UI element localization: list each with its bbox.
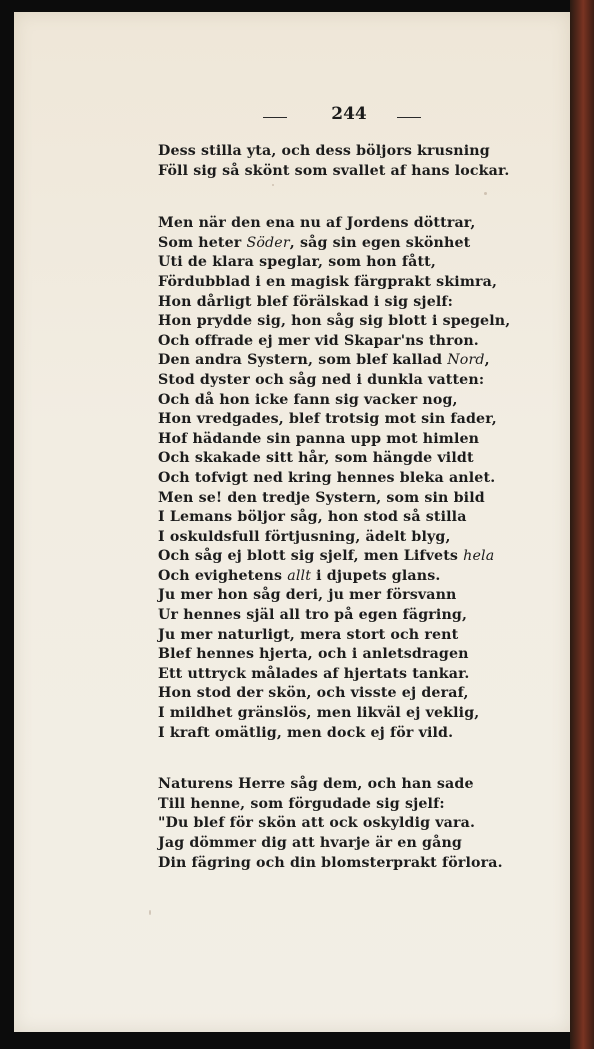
poem-line: Ju mer naturligt, mera stort och rent (158, 626, 459, 643)
poem-text (158, 142, 558, 873)
poem-line: Den andra Systern, som blef kallad Nord, (158, 352, 490, 369)
italic-word: Nord (447, 352, 485, 369)
poem-line: Men se! den tredje Systern, som sin bild (158, 489, 485, 506)
poem-line: I kraft omätlig, men dock ej för vild. (158, 724, 454, 741)
page-header (14, 104, 570, 130)
poem-line: Jag dömmer dig att hvarje är en gång (158, 835, 462, 851)
book-page (14, 12, 570, 1032)
poem-line: Fördubblad i en magisk färgprakt skimra, (158, 273, 498, 290)
poem-line: Hon dårligt blef förälskad i sig sjelf: (158, 293, 454, 310)
poem-line: I mildhet gränslös, men likväl ej veklig, (158, 705, 480, 722)
stanza-break (158, 181, 558, 214)
header-dash-left (263, 117, 287, 118)
stanza-break (158, 743, 558, 775)
poem-line: Till henne, som förgudade sig sjelf: (158, 795, 445, 812)
poem-line: Ur hennes själ all tro på egen fägring, (158, 607, 468, 624)
poem-line: Hon prydde sig, hon såg sig blott i spegeln, (158, 313, 511, 330)
header-dash-right (397, 117, 421, 118)
page-number: 244 (331, 104, 367, 124)
poem-line: Blef hennes hjerta, och i anletsdragen (158, 646, 469, 663)
stanza (158, 775, 558, 873)
poem-line: Föll sig så skönt som svallet af hans lockar. (158, 162, 510, 179)
stanza (158, 214, 558, 743)
poem-line: Dess stilla yta, och dess böljors krusning (158, 143, 490, 159)
poem-line: Och tofvigt ned kring hennes bleka anlet. (158, 469, 496, 486)
paper-speck (149, 910, 151, 915)
poem-line: Och skakade sitt hår, som hängde vildt (158, 450, 474, 467)
poem-line: Och evighetens allt i djupets glans. (158, 567, 441, 584)
poem-line: Och offrade ej mer vid Skapar'ns thron. (158, 332, 479, 349)
poem-line: Hon vredgades, blef trotsig mot sin fader, (158, 411, 497, 428)
poem-line: Din fägring och din blomsterprakt förlora. (158, 854, 503, 871)
poem-line: Och såg ej blott sig sjelf, men Lifvets hela (158, 548, 495, 565)
italic-word: allt (287, 567, 312, 584)
italic-word: hela (463, 548, 495, 565)
poem-line: Som heter Söder, såg sin egen skönhet (158, 234, 471, 251)
poem-line: Uti de klara speglar, som hon fått, (158, 254, 436, 271)
poem-line: Ju mer hon såg deri, ju mer försvann (158, 587, 457, 604)
poem-line: I Lemans böljor såg, hon stod så stilla (158, 509, 467, 526)
poem-line: Ett uttryck målades af hjertats tankar. (158, 665, 470, 682)
poem-line: "Du blef för skön att ock oskyldig vara. (158, 815, 476, 832)
poem-line: I oskuldsfull förtjusning, ädelt blyg, (158, 528, 451, 545)
italic-word: Söder (246, 234, 290, 251)
poem-line: Hon stod der skön, och visste ej deraf, (158, 685, 469, 702)
stanza (158, 142, 558, 181)
poem-line: Stod dyster och såg ned i dunkla vatten: (158, 371, 485, 388)
poem-line: Och då hon icke fann sig vacker nog, (158, 391, 458, 408)
book-spine (570, 0, 594, 1049)
poem-line: Hof hädande sin panna upp mot himlen (158, 430, 480, 447)
poem-line: Men när den ena nu af Jordens döttrar, (158, 215, 476, 232)
poem-line: Naturens Herre såg dem, och han sade (158, 776, 474, 793)
